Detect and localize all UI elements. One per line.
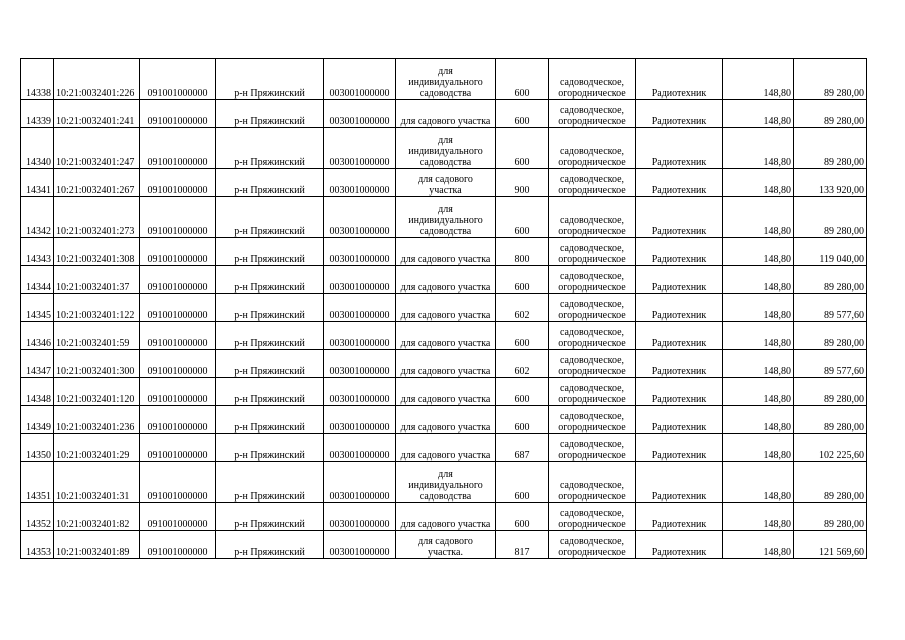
land-category-line: огородническое [558, 394, 626, 405]
permitted-use-line: для садового участка [400, 366, 491, 377]
area-cell: 600 [496, 128, 549, 169]
area-cell: 900 [496, 169, 549, 197]
unit-price-cell: 148,80 [723, 100, 794, 128]
land-category-line: садоводческое, [559, 383, 625, 394]
okato-code-cell: 091001000000 [140, 322, 216, 350]
area-cell: 600 [496, 59, 549, 100]
land-category-cell [549, 169, 636, 197]
land-category-cell [549, 100, 636, 128]
row-number-cell: 14341 [21, 169, 54, 197]
district-cell: р-н Пряжинский [216, 294, 324, 322]
row-number-cell: 14342 [21, 197, 54, 238]
district-cell: р-н Пряжинский [216, 197, 324, 238]
cadastral-number-cell: 10:21:0032401:82 [54, 503, 140, 531]
area-cell: 817 [496, 531, 549, 559]
cadastral-number-cell: 10:21:0032401:120 [54, 378, 140, 406]
table-row [21, 197, 867, 238]
table-row [21, 322, 867, 350]
land-category-line: садоводческое, [559, 215, 625, 226]
land-category-line: садоводческое, [559, 327, 625, 338]
area-cell: 602 [496, 350, 549, 378]
oktmo-code-cell: 003001000000 [324, 59, 396, 100]
settlement-name-cell: Радиотехник [636, 378, 723, 406]
permitted-use-line: для садового участка [400, 394, 491, 405]
land-category-line: огородническое [558, 547, 626, 558]
oktmo-code-cell: 003001000000 [324, 406, 396, 434]
permitted-use-cell [396, 531, 496, 559]
permitted-use-line: для садового участка [400, 310, 491, 321]
permitted-use-cell [396, 266, 496, 294]
cadastral-value-cell: 102 225,60 [794, 434, 867, 462]
unit-price-cell: 148,80 [723, 322, 794, 350]
land-category-line: огородническое [558, 254, 626, 265]
permitted-use-line: для садового [418, 174, 473, 185]
permitted-use-cell [396, 350, 496, 378]
row-number-cell: 14350 [21, 434, 54, 462]
cadastral-number-cell: 10:21:0032401:273 [54, 197, 140, 238]
area-cell: 600 [496, 378, 549, 406]
permitted-use-cell [396, 406, 496, 434]
table-body [21, 59, 867, 559]
okato-code-cell: 091001000000 [140, 434, 216, 462]
oktmo-code-cell: 003001000000 [324, 434, 396, 462]
unit-price-cell: 148,80 [723, 350, 794, 378]
permitted-use-line: для садового участка [400, 338, 491, 349]
okato-code-cell: 091001000000 [140, 266, 216, 294]
land-category-line: огородническое [558, 366, 626, 377]
okato-code-cell: 091001000000 [140, 294, 216, 322]
row-number-cell: 14346 [21, 322, 54, 350]
land-category-cell [549, 294, 636, 322]
oktmo-code-cell: 003001000000 [324, 128, 396, 169]
okato-code-cell: 091001000000 [140, 197, 216, 238]
row-number-cell: 14345 [21, 294, 54, 322]
oktmo-code-cell: 003001000000 [324, 462, 396, 503]
district-cell: р-н Пряжинский [216, 462, 324, 503]
district-cell: р-н Пряжинский [216, 434, 324, 462]
cadastral-number-cell: 10:21:0032401:247 [54, 128, 140, 169]
cadastral-number-cell: 10:21:0032401:31 [54, 462, 140, 503]
unit-price-cell: 148,80 [723, 169, 794, 197]
area-cell: 602 [496, 294, 549, 322]
cadastral-value-cell: 89 280,00 [794, 503, 867, 531]
permitted-use-line: для садового участка [400, 254, 491, 265]
cadastral-number-cell: 10:21:0032401:236 [54, 406, 140, 434]
land-category-line: садоводческое, [559, 355, 625, 366]
cadastral-value-cell: 119 040,00 [794, 238, 867, 266]
permitted-use-line: для [438, 469, 453, 480]
land-category-cell [549, 59, 636, 100]
permitted-use-cell [396, 294, 496, 322]
okato-code-cell: 091001000000 [140, 406, 216, 434]
settlement-name-cell: Радиотехник [636, 350, 723, 378]
permitted-use-cell [396, 100, 496, 128]
row-number-cell: 14351 [21, 462, 54, 503]
district-cell: р-н Пряжинский [216, 378, 324, 406]
cadastral-value-cell: 89 280,00 [794, 378, 867, 406]
unit-price-cell: 148,80 [723, 378, 794, 406]
land-category-line: садоводческое, [559, 411, 625, 422]
unit-price-cell: 148,80 [723, 434, 794, 462]
land-category-cell [549, 322, 636, 350]
permitted-use-line: для [438, 204, 453, 215]
cadastral-number-cell: 10:21:0032401:241 [54, 100, 140, 128]
land-category-line: садоводческое, [559, 508, 625, 519]
permitted-use-cell [396, 238, 496, 266]
cadastral-value-cell: 89 280,00 [794, 197, 867, 238]
land-category-line: садоводческое, [559, 174, 625, 185]
permitted-use-line: для [438, 66, 453, 77]
settlement-name-cell: Радиотехник [636, 100, 723, 128]
land-category-line: огородническое [558, 157, 626, 168]
cadastral-value-cell: 89 577,60 [794, 350, 867, 378]
unit-price-cell: 148,80 [723, 238, 794, 266]
land-category-cell [549, 378, 636, 406]
table-row [21, 406, 867, 434]
land-category-line: огородническое [558, 282, 626, 293]
table-row [21, 503, 867, 531]
area-cell: 600 [496, 100, 549, 128]
settlement-name-cell: Радиотехник [636, 322, 723, 350]
row-number-cell: 14348 [21, 378, 54, 406]
district-cell: р-н Пряжинский [216, 350, 324, 378]
district-cell: р-н Пряжинский [216, 406, 324, 434]
row-number-cell: 14343 [21, 238, 54, 266]
area-cell: 600 [496, 462, 549, 503]
unit-price-cell: 148,80 [723, 59, 794, 100]
cadastral-value-cell: 89 280,00 [794, 462, 867, 503]
settlement-name-cell: Радиотехник [636, 169, 723, 197]
land-category-line: садоводческое, [559, 271, 625, 282]
table-row [21, 59, 867, 100]
land-category-line: садоводческое, [559, 439, 625, 450]
permitted-use-line: участка. [428, 547, 463, 558]
oktmo-code-cell: 003001000000 [324, 531, 396, 559]
permitted-use-line: садоводства [419, 88, 472, 99]
land-category-line: садоводческое, [559, 243, 625, 254]
area-cell: 600 [496, 322, 549, 350]
row-number-cell: 14352 [21, 503, 54, 531]
okato-code-cell: 091001000000 [140, 238, 216, 266]
district-cell: р-н Пряжинский [216, 266, 324, 294]
table-row [21, 434, 867, 462]
permitted-use-line: садоводства [419, 491, 472, 502]
oktmo-code-cell: 003001000000 [324, 238, 396, 266]
okato-code-cell: 091001000000 [140, 59, 216, 100]
settlement-name-cell: Радиотехник [636, 59, 723, 100]
land-category-cell [549, 238, 636, 266]
land-category-line: огородническое [558, 226, 626, 237]
permitted-use-cell [396, 462, 496, 503]
unit-price-cell: 148,80 [723, 503, 794, 531]
settlement-name-cell: Радиотехник [636, 434, 723, 462]
unit-price-cell: 148,80 [723, 294, 794, 322]
land-category-line: садоводческое, [559, 536, 625, 547]
unit-price-cell: 148,80 [723, 406, 794, 434]
permitted-use-line: для садового участка [400, 519, 491, 530]
oktmo-code-cell: 003001000000 [324, 100, 396, 128]
okato-code-cell: 091001000000 [140, 503, 216, 531]
table-row [21, 378, 867, 406]
permitted-use-line: для садового участка [400, 422, 491, 433]
cadastral-number-cell: 10:21:0032401:59 [54, 322, 140, 350]
permitted-use-cell [396, 503, 496, 531]
cadastral-value-cell: 89 280,00 [794, 266, 867, 294]
land-category-cell [549, 266, 636, 294]
district-cell: р-н Пряжинский [216, 169, 324, 197]
settlement-name-cell: Радиотехник [636, 503, 723, 531]
permitted-use-cell [396, 197, 496, 238]
cadastral-value-cell: 133 920,00 [794, 169, 867, 197]
table-row [21, 238, 867, 266]
district-cell: р-н Пряжинский [216, 100, 324, 128]
oktmo-code-cell: 003001000000 [324, 503, 396, 531]
row-number-cell: 14344 [21, 266, 54, 294]
unit-price-cell: 148,80 [723, 462, 794, 503]
land-category-line: садоводческое, [559, 480, 625, 491]
permitted-use-line: индивидуального [408, 215, 483, 226]
parcel-table [20, 58, 867, 559]
settlement-name-cell: Радиотехник [636, 531, 723, 559]
oktmo-code-cell: 003001000000 [324, 350, 396, 378]
land-category-line: огородническое [558, 491, 626, 502]
land-category-cell [549, 503, 636, 531]
oktmo-code-cell: 003001000000 [324, 169, 396, 197]
settlement-name-cell: Радиотехник [636, 197, 723, 238]
table-row [21, 350, 867, 378]
land-category-line: садоводческое, [559, 299, 625, 310]
area-cell: 600 [496, 266, 549, 294]
land-category-line: огородническое [558, 310, 626, 321]
okato-code-cell: 091001000000 [140, 378, 216, 406]
okato-code-cell: 091001000000 [140, 128, 216, 169]
table-row [21, 128, 867, 169]
permitted-use-line: для садового участка [400, 282, 491, 293]
permitted-use-line: индивидуального [408, 480, 483, 491]
permitted-use-cell [396, 59, 496, 100]
cadastral-value-cell: 89 280,00 [794, 322, 867, 350]
land-category-line: огородническое [558, 450, 626, 461]
cadastral-number-cell: 10:21:0032401:308 [54, 238, 140, 266]
oktmo-code-cell: 003001000000 [324, 322, 396, 350]
cadastral-number-cell: 10:21:0032401:37 [54, 266, 140, 294]
cadastral-number-cell: 10:21:0032401:122 [54, 294, 140, 322]
land-category-cell [549, 197, 636, 238]
land-category-line: садоводческое, [559, 105, 625, 116]
permitted-use-line: для садового участка [400, 116, 491, 127]
row-number-cell: 14340 [21, 128, 54, 169]
oktmo-code-cell: 003001000000 [324, 378, 396, 406]
land-category-line: садоводческое, [559, 77, 625, 88]
cadastral-value-cell: 89 280,00 [794, 406, 867, 434]
cadastral-number-cell: 10:21:0032401:226 [54, 59, 140, 100]
cadastral-number-cell: 10:21:0032401:89 [54, 531, 140, 559]
permitted-use-line: садоводства [419, 157, 472, 168]
land-category-cell [549, 462, 636, 503]
unit-price-cell: 148,80 [723, 266, 794, 294]
area-cell: 600 [496, 406, 549, 434]
permitted-use-line: для садового [418, 536, 473, 547]
area-cell: 687 [496, 434, 549, 462]
settlement-name-cell: Радиотехник [636, 406, 723, 434]
oktmo-code-cell: 003001000000 [324, 197, 396, 238]
settlement-name-cell: Радиотехник [636, 462, 723, 503]
land-category-line: огородническое [558, 116, 626, 127]
district-cell: р-н Пряжинский [216, 59, 324, 100]
row-number-cell: 14347 [21, 350, 54, 378]
land-category-line: огородническое [558, 338, 626, 349]
area-cell: 600 [496, 197, 549, 238]
unit-price-cell: 148,80 [723, 531, 794, 559]
land-category-line: огородническое [558, 422, 626, 433]
area-cell: 800 [496, 238, 549, 266]
oktmo-code-cell: 003001000000 [324, 294, 396, 322]
cadastral-value-cell: 89 280,00 [794, 100, 867, 128]
oktmo-code-cell: 003001000000 [324, 266, 396, 294]
district-cell: р-н Пряжинский [216, 238, 324, 266]
cadastral-value-cell: 89 577,60 [794, 294, 867, 322]
table-row [21, 531, 867, 559]
okato-code-cell: 091001000000 [140, 350, 216, 378]
cadastral-number-cell: 10:21:0032401:300 [54, 350, 140, 378]
settlement-name-cell: Радиотехник [636, 294, 723, 322]
land-category-line: огородническое [558, 185, 626, 196]
permitted-use-cell [396, 378, 496, 406]
cadastral-value-cell: 89 280,00 [794, 128, 867, 169]
land-category-cell [549, 406, 636, 434]
okato-code-cell: 091001000000 [140, 100, 216, 128]
table-row [21, 266, 867, 294]
land-category-cell [549, 128, 636, 169]
land-category-line: огородническое [558, 519, 626, 530]
settlement-name-cell: Радиотехник [636, 238, 723, 266]
land-category-cell [549, 531, 636, 559]
district-cell: р-н Пряжинский [216, 322, 324, 350]
settlement-name-cell: Радиотехник [636, 266, 723, 294]
land-category-line: садоводческое, [559, 146, 625, 157]
row-number-cell: 14338 [21, 59, 54, 100]
district-cell: р-н Пряжинский [216, 503, 324, 531]
permitted-use-cell [396, 434, 496, 462]
permitted-use-line: для садового участка [400, 450, 491, 461]
permitted-use-cell [396, 322, 496, 350]
unit-price-cell: 148,80 [723, 197, 794, 238]
permitted-use-line: для [438, 135, 453, 146]
okato-code-cell: 091001000000 [140, 531, 216, 559]
land-category-cell [549, 434, 636, 462]
okato-code-cell: 091001000000 [140, 169, 216, 197]
district-cell: р-н Пряжинский [216, 531, 324, 559]
permitted-use-line: индивидуального [408, 146, 483, 157]
land-category-cell [549, 350, 636, 378]
land-category-line: огородническое [558, 88, 626, 99]
cadastral-number-cell: 10:21:0032401:29 [54, 434, 140, 462]
row-number-cell: 14353 [21, 531, 54, 559]
unit-price-cell: 148,80 [723, 128, 794, 169]
row-number-cell: 14349 [21, 406, 54, 434]
settlement-name-cell: Радиотехник [636, 128, 723, 169]
cadastral-value-cell: 89 280,00 [794, 59, 867, 100]
table-row [21, 294, 867, 322]
table-row [21, 169, 867, 197]
table-row [21, 100, 867, 128]
area-cell: 600 [496, 503, 549, 531]
permitted-use-line: садоводства [419, 226, 472, 237]
cadastral-value-cell: 121 569,60 [794, 531, 867, 559]
permitted-use-cell [396, 169, 496, 197]
table-row [21, 462, 867, 503]
permitted-use-cell [396, 128, 496, 169]
cadastral-number-cell: 10:21:0032401:267 [54, 169, 140, 197]
okato-code-cell: 091001000000 [140, 462, 216, 503]
permitted-use-line: индивидуального [408, 77, 483, 88]
district-cell: р-н Пряжинский [216, 128, 324, 169]
row-number-cell: 14339 [21, 100, 54, 128]
permitted-use-line: участка [429, 185, 462, 196]
